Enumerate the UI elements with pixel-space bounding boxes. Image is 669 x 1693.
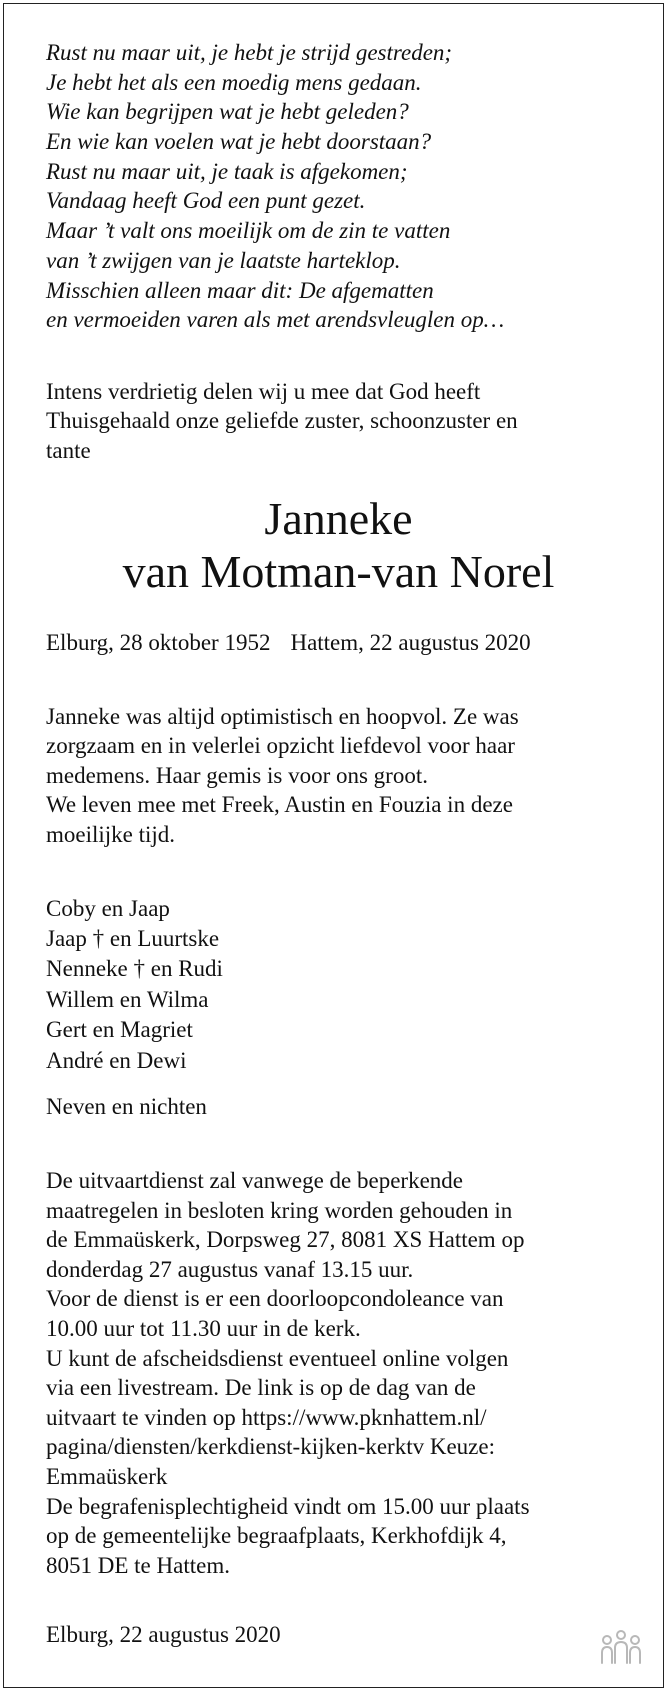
tribute-line: moeilijke tijd.	[46, 822, 176, 848]
family-member: Jaap † en Luurtske	[46, 926, 220, 952]
poem-line: Vandaag heeft God een punt gezet.	[46, 188, 366, 214]
poem-line: Misschien alleen maar dit: De afgematten	[46, 277, 434, 303]
intro-line: Intens verdrietig delen wij u mee dat God heeft	[46, 378, 481, 404]
people-group-icon	[599, 1629, 643, 1665]
service-line: donderdag 27 augustus vanaf 13.15 uur.	[46, 1256, 414, 1282]
service-line: U kunt de afscheidsdienst eventueel online volgen	[46, 1345, 509, 1371]
service-line: Voor de dienst is er een doorloopcondoleance van	[46, 1286, 504, 1312]
tribute-line: medemens. Haar gemis is voor ons groot.	[46, 762, 428, 788]
poem-line: Maar ’t valt ons moeilijk om de zin te vatten	[46, 218, 451, 244]
family-member: Gert en Magriet	[46, 1017, 193, 1043]
poem-line: Wie kan begrijpen wat je hebt geleden?	[46, 99, 409, 125]
service-line: de Emmaüskerk, Dorpsweg 27, 8081 XS Hattem op	[46, 1227, 525, 1253]
tribute-text	[46, 702, 646, 850]
service-line: 8051 DE te Hattem.	[46, 1552, 230, 1578]
deceased-full-name: van Motman-van Norel	[122, 545, 555, 597]
service-line: De begrafenisplechtigheid vindt om 15.00 uur plaats	[46, 1493, 530, 1519]
notice-frame	[3, 3, 664, 1688]
poem-line: Rust nu maar uit, je taak is afgekomen;	[46, 158, 408, 184]
service-line: via een livestream. De link is op de dag van de	[46, 1375, 476, 1401]
service-line: op de gemeentelijke begraafplaats, Kerkhofdijk 4,	[46, 1523, 507, 1549]
service-line: De uitvaartdienst zal vanwege de beperkende	[46, 1168, 463, 1194]
tribute-line: Janneke was altijd optimistisch en hoopvol. Ze was	[46, 703, 519, 729]
poem-line: van ’t zwijgen van je laatste harteklop.	[46, 247, 401, 273]
family-member: Nenneke † en Rudi	[46, 956, 223, 982]
family-member: Coby en Jaap	[46, 895, 170, 921]
intro-line: Thuisgehaald onze geliefde zuster, schoonzuster en	[46, 408, 518, 434]
service-line: maatregelen in besloten kring worden gehouden in	[46, 1197, 513, 1223]
relatives-line: Neven en nichten	[46, 1094, 207, 1120]
service-info	[46, 1166, 646, 1580]
poem-line: en vermoeiden varen als met arendsvleuglen op…	[46, 307, 505, 333]
service-line: Emmaüskerk	[46, 1464, 168, 1489]
notice-content	[46, 38, 646, 1650]
birth-date: Elburg, 28 oktober 1952	[46, 629, 271, 655]
closing-place-date: Elburg, 22 augustus 2020	[46, 1622, 281, 1648]
poem-line: En wie kan voelen wat je hebt doorstaan?	[46, 129, 432, 155]
intro-text	[46, 377, 646, 466]
poem-line: Je hebt het als een moedig mens gedaan.	[46, 69, 422, 95]
deceased-first-name: Janneke	[264, 492, 413, 544]
poem-line: Rust nu maar uit, je hebt je strijd gestreden;	[46, 40, 453, 65]
tribute-line: We leven mee met Freek, Austin en Fouzia in deze	[46, 792, 513, 818]
death-date: Hattem, 22 augustus 2020	[290, 629, 531, 655]
service-line: uitvaart te vinden op https://www.pknhattem.nl/	[46, 1404, 487, 1430]
service-line: pagina/diensten/kerkdienst-kijken-kerktv Keuze:	[46, 1434, 495, 1460]
life-dates	[46, 628, 646, 658]
poem	[46, 38, 646, 335]
tribute-line: zorgzaam en in velerlei opzicht liefdevol voor haar	[46, 733, 515, 759]
family-member: André en Dewi	[46, 1047, 187, 1073]
family-list	[46, 894, 646, 1076]
service-line: 10.00 uur tot 11.30 uur in de kerk.	[46, 1316, 361, 1342]
family-member: Willem en Wilma	[46, 986, 209, 1012]
intro-line: tante	[46, 438, 91, 464]
deceased-name	[4, 492, 669, 598]
